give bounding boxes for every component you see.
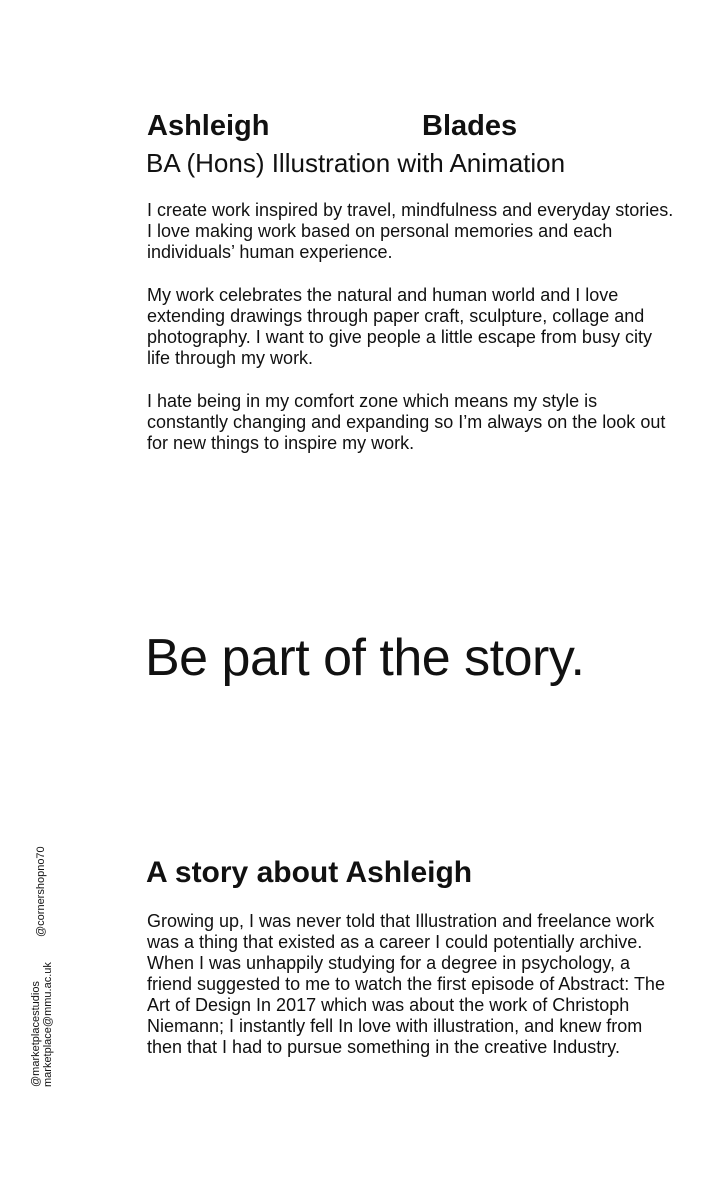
contact-email[interactable]: marketplace@mmu.ac.uk [42, 962, 54, 1087]
instagram-studio-handle[interactable]: @marketplacestudios [30, 981, 42, 1087]
intro-paragraph: I hate being in my comfort zone which means my style is constantly changing and expanding so I’m always on the look out for new things to inspire my work. [147, 391, 666, 453]
intro-paragraph: My work celebrates the natural and human world and I love extending drawings through paper craft, sculpture, collage and photography. I want to give people a little escape from busy city life through my work. [147, 285, 652, 368]
story-heading: A story about Ashleigh [146, 856, 473, 889]
instagram-shop-handle[interactable]: @cornershopno70 [35, 846, 47, 937]
tagline: Be part of the story. [145, 629, 585, 687]
first-name: Ashleigh [147, 110, 270, 142]
course-title: BA (Hons) Illustration with Animation [146, 148, 566, 178]
intro-paragraph: I create work inspired by travel, mindfulness and everyday stories. I love making work based on personal memories and each individuals’ human experience. [147, 200, 674, 262]
story-body: Growing up, I was never told that Illustration and freelance work was a thing that existed as a career I could potentially archive. When I was unhappily studying for a degree in psychology, a friend suggested to me to watch the first episode of Abstract: The Art of Design In 2017 which was about the work of Christoph Niemann; I instantly fell In love with illustration, and knew from then that I had to pursue something in the creative Industry. [147, 911, 665, 1057]
last-name: Blades [422, 110, 518, 142]
artist-name [147, 110, 547, 143]
